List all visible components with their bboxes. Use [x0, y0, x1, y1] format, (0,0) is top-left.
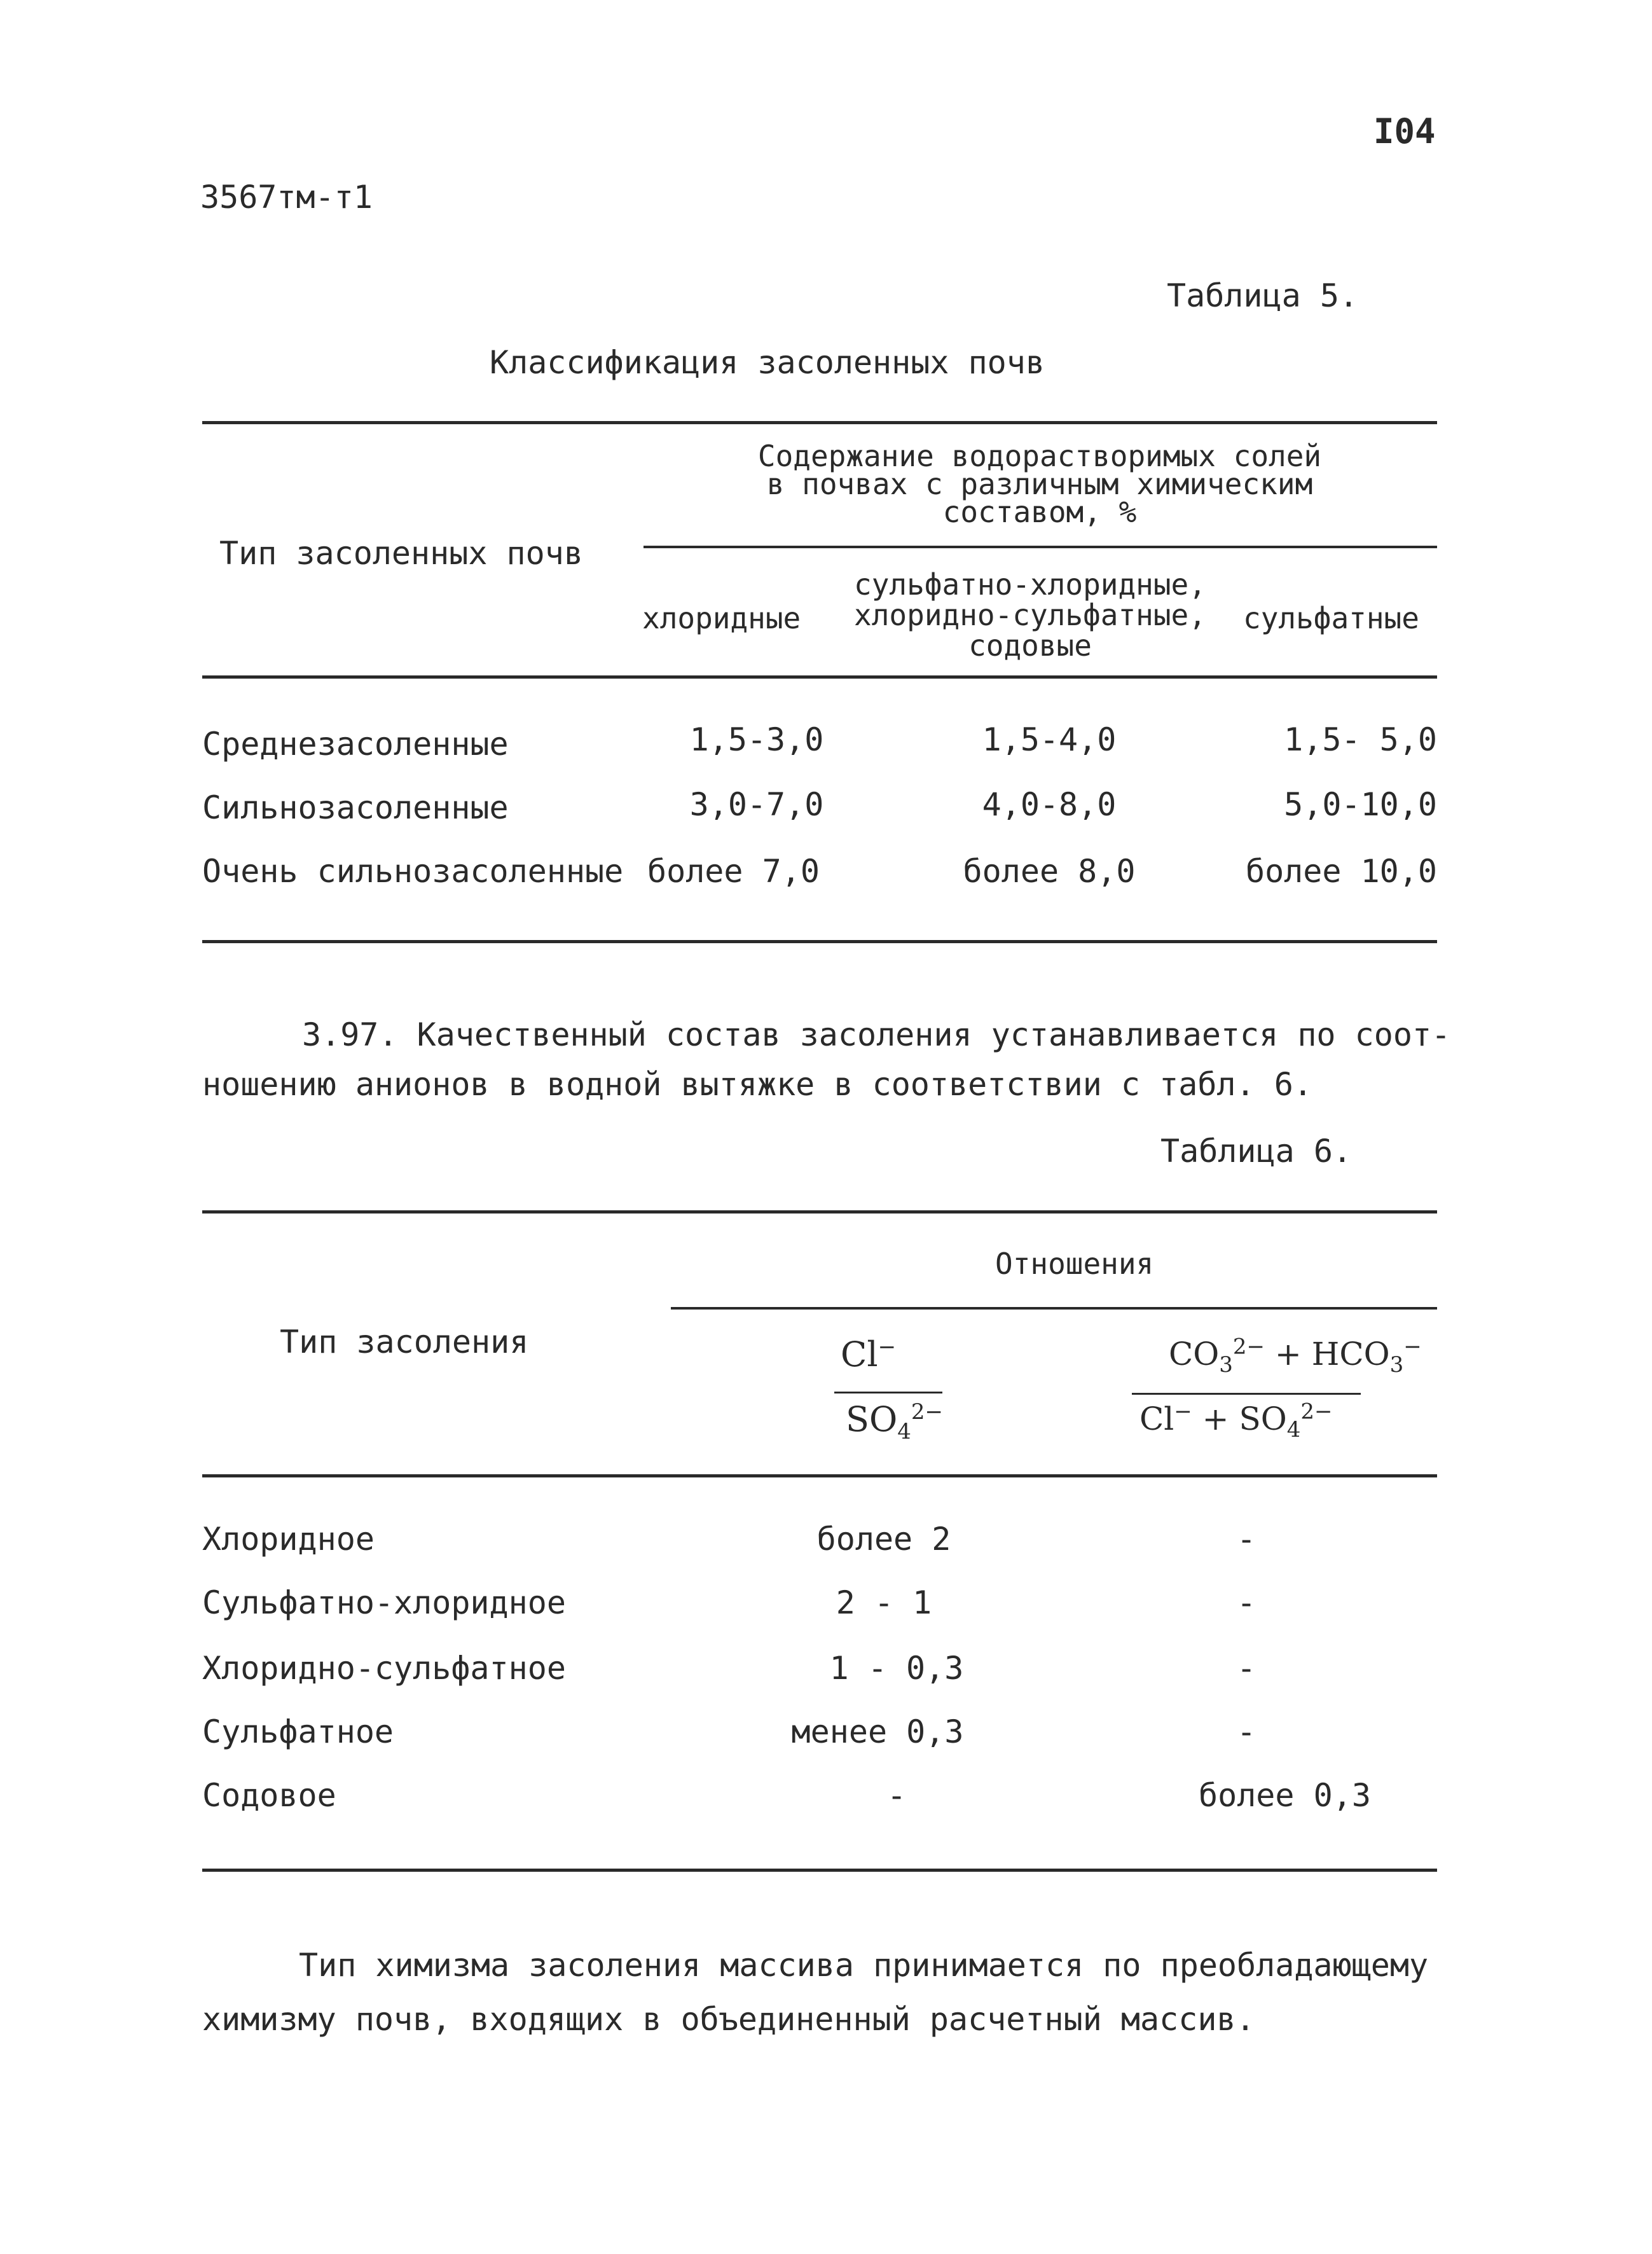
table5-subheader-mixed-line3: содовые: [968, 628, 1092, 663]
table6-col-type-header: Тип засоления: [280, 1324, 529, 1360]
row-ratio2: -: [1236, 1650, 1256, 1687]
table5-subheader-mixed-line2: хлоридно-сульфатные,: [854, 598, 1206, 632]
ratio1-denominator: $SO_4^{2-}$: [846, 1399, 944, 1444]
ratio2-fraction-bar: [1132, 1393, 1361, 1395]
row-mixed: 1,5-4,0: [982, 721, 1117, 758]
table6-bottom-rule: [202, 1869, 1437, 1872]
table5-group-header-line1: Содержание водорастворимых солей: [757, 439, 1322, 473]
row-mixed: более 8,0: [963, 853, 1136, 890]
row-type: Содовое: [202, 1777, 336, 1814]
row-ratio1: -: [886, 1777, 907, 1814]
row-type: Хлоридно-сульфатное: [202, 1650, 566, 1687]
ratio1-fraction-bar: [834, 1392, 942, 1393]
row-ratio2: -: [1236, 1521, 1256, 1558]
row-ratio2: более 0,3: [1199, 1777, 1371, 1814]
table5-subheader-mixed: [827, 569, 1234, 661]
table5-top-rule: [202, 421, 1437, 424]
row-type: Хлоридное: [202, 1521, 375, 1558]
row-ratio1: менее 0,3: [791, 1713, 964, 1750]
document-code: 3567тм-т1: [200, 179, 373, 216]
row-ratio1: более 2: [816, 1521, 951, 1558]
row-chloride: более 7,0: [647, 853, 820, 890]
table5-subheader-mixed-line1: сульфатно-хлоридные,: [854, 567, 1206, 602]
row-ratio1: 1 - 0,3: [829, 1650, 964, 1687]
table6-group-header: Отношения: [995, 1247, 1154, 1281]
table6-top-rule: [202, 1210, 1437, 1213]
row-ratio1: 2 - 1: [836, 1584, 932, 1621]
row-sulfate: 1,5- 5,0: [1284, 721, 1437, 758]
closing-line2: химизму почв, входящих в объединенный расчетный массив.: [202, 2001, 1255, 2038]
table5-subheader-sulfate: сульфатные: [1243, 601, 1419, 635]
table5-group-header-line2: в почвах с различным химическим: [766, 467, 1313, 501]
row-chloride: 3,0-7,0: [689, 786, 824, 823]
row-type: Сульфатное: [202, 1713, 394, 1750]
table5-bottom-rule: [202, 940, 1437, 943]
ratio2-denominator: $Cl^- + SO_4^{2-}$: [1139, 1399, 1333, 1442]
table5-group-header-line3: составом, %: [942, 495, 1137, 529]
table5-label: Таблица 5.: [1167, 277, 1359, 314]
row-sulfate: 5,0-10,0: [1284, 786, 1437, 823]
row-ratio2: -: [1236, 1713, 1256, 1750]
ratio1-numerator: Cl−: [841, 1334, 897, 1374]
table5-col-type-header: Тип засоленных почв: [219, 535, 583, 572]
paragraph-line2: ношению анионов в водной вытяжке в соответствии с табл. 6.: [202, 1066, 1312, 1103]
row-type: Очень сильнозасоленные: [202, 853, 624, 890]
page-number: I04: [1373, 111, 1436, 151]
row-mixed: 4,0-8,0: [982, 786, 1117, 823]
table6-group-rule: [671, 1307, 1437, 1310]
table6-label: Таблица 6.: [1160, 1133, 1353, 1170]
table5-group-header: [642, 439, 1437, 529]
paragraph-line1: 3.97. Качественный состав засоления устанавливается по соот-: [302, 1016, 1451, 1053]
table5-header-rule: [202, 675, 1437, 679]
closing-line1: Тип химизма засоления массива принимается по преобладающему: [299, 1947, 1429, 1984]
row-chloride: 1,5-3,0: [689, 721, 824, 758]
table5-group-rule: [644, 546, 1437, 548]
row-type: Сульфатно-хлоридное: [202, 1584, 566, 1621]
table5-subheader-chloride: хлоридные: [642, 601, 801, 635]
table5-title: Классификация засоленных почв: [490, 344, 1045, 381]
ratio2-numerator: $CO_3^{2-} + HCO_3^-$: [1169, 1334, 1422, 1378]
row-ratio2: -: [1236, 1584, 1256, 1621]
row-type: Среднезасоленные: [202, 726, 509, 763]
row-type: Сильнозасоленные: [202, 789, 509, 826]
table6-header-rule: [202, 1474, 1437, 1477]
row-sulfate: более 10,0: [1245, 853, 1437, 890]
